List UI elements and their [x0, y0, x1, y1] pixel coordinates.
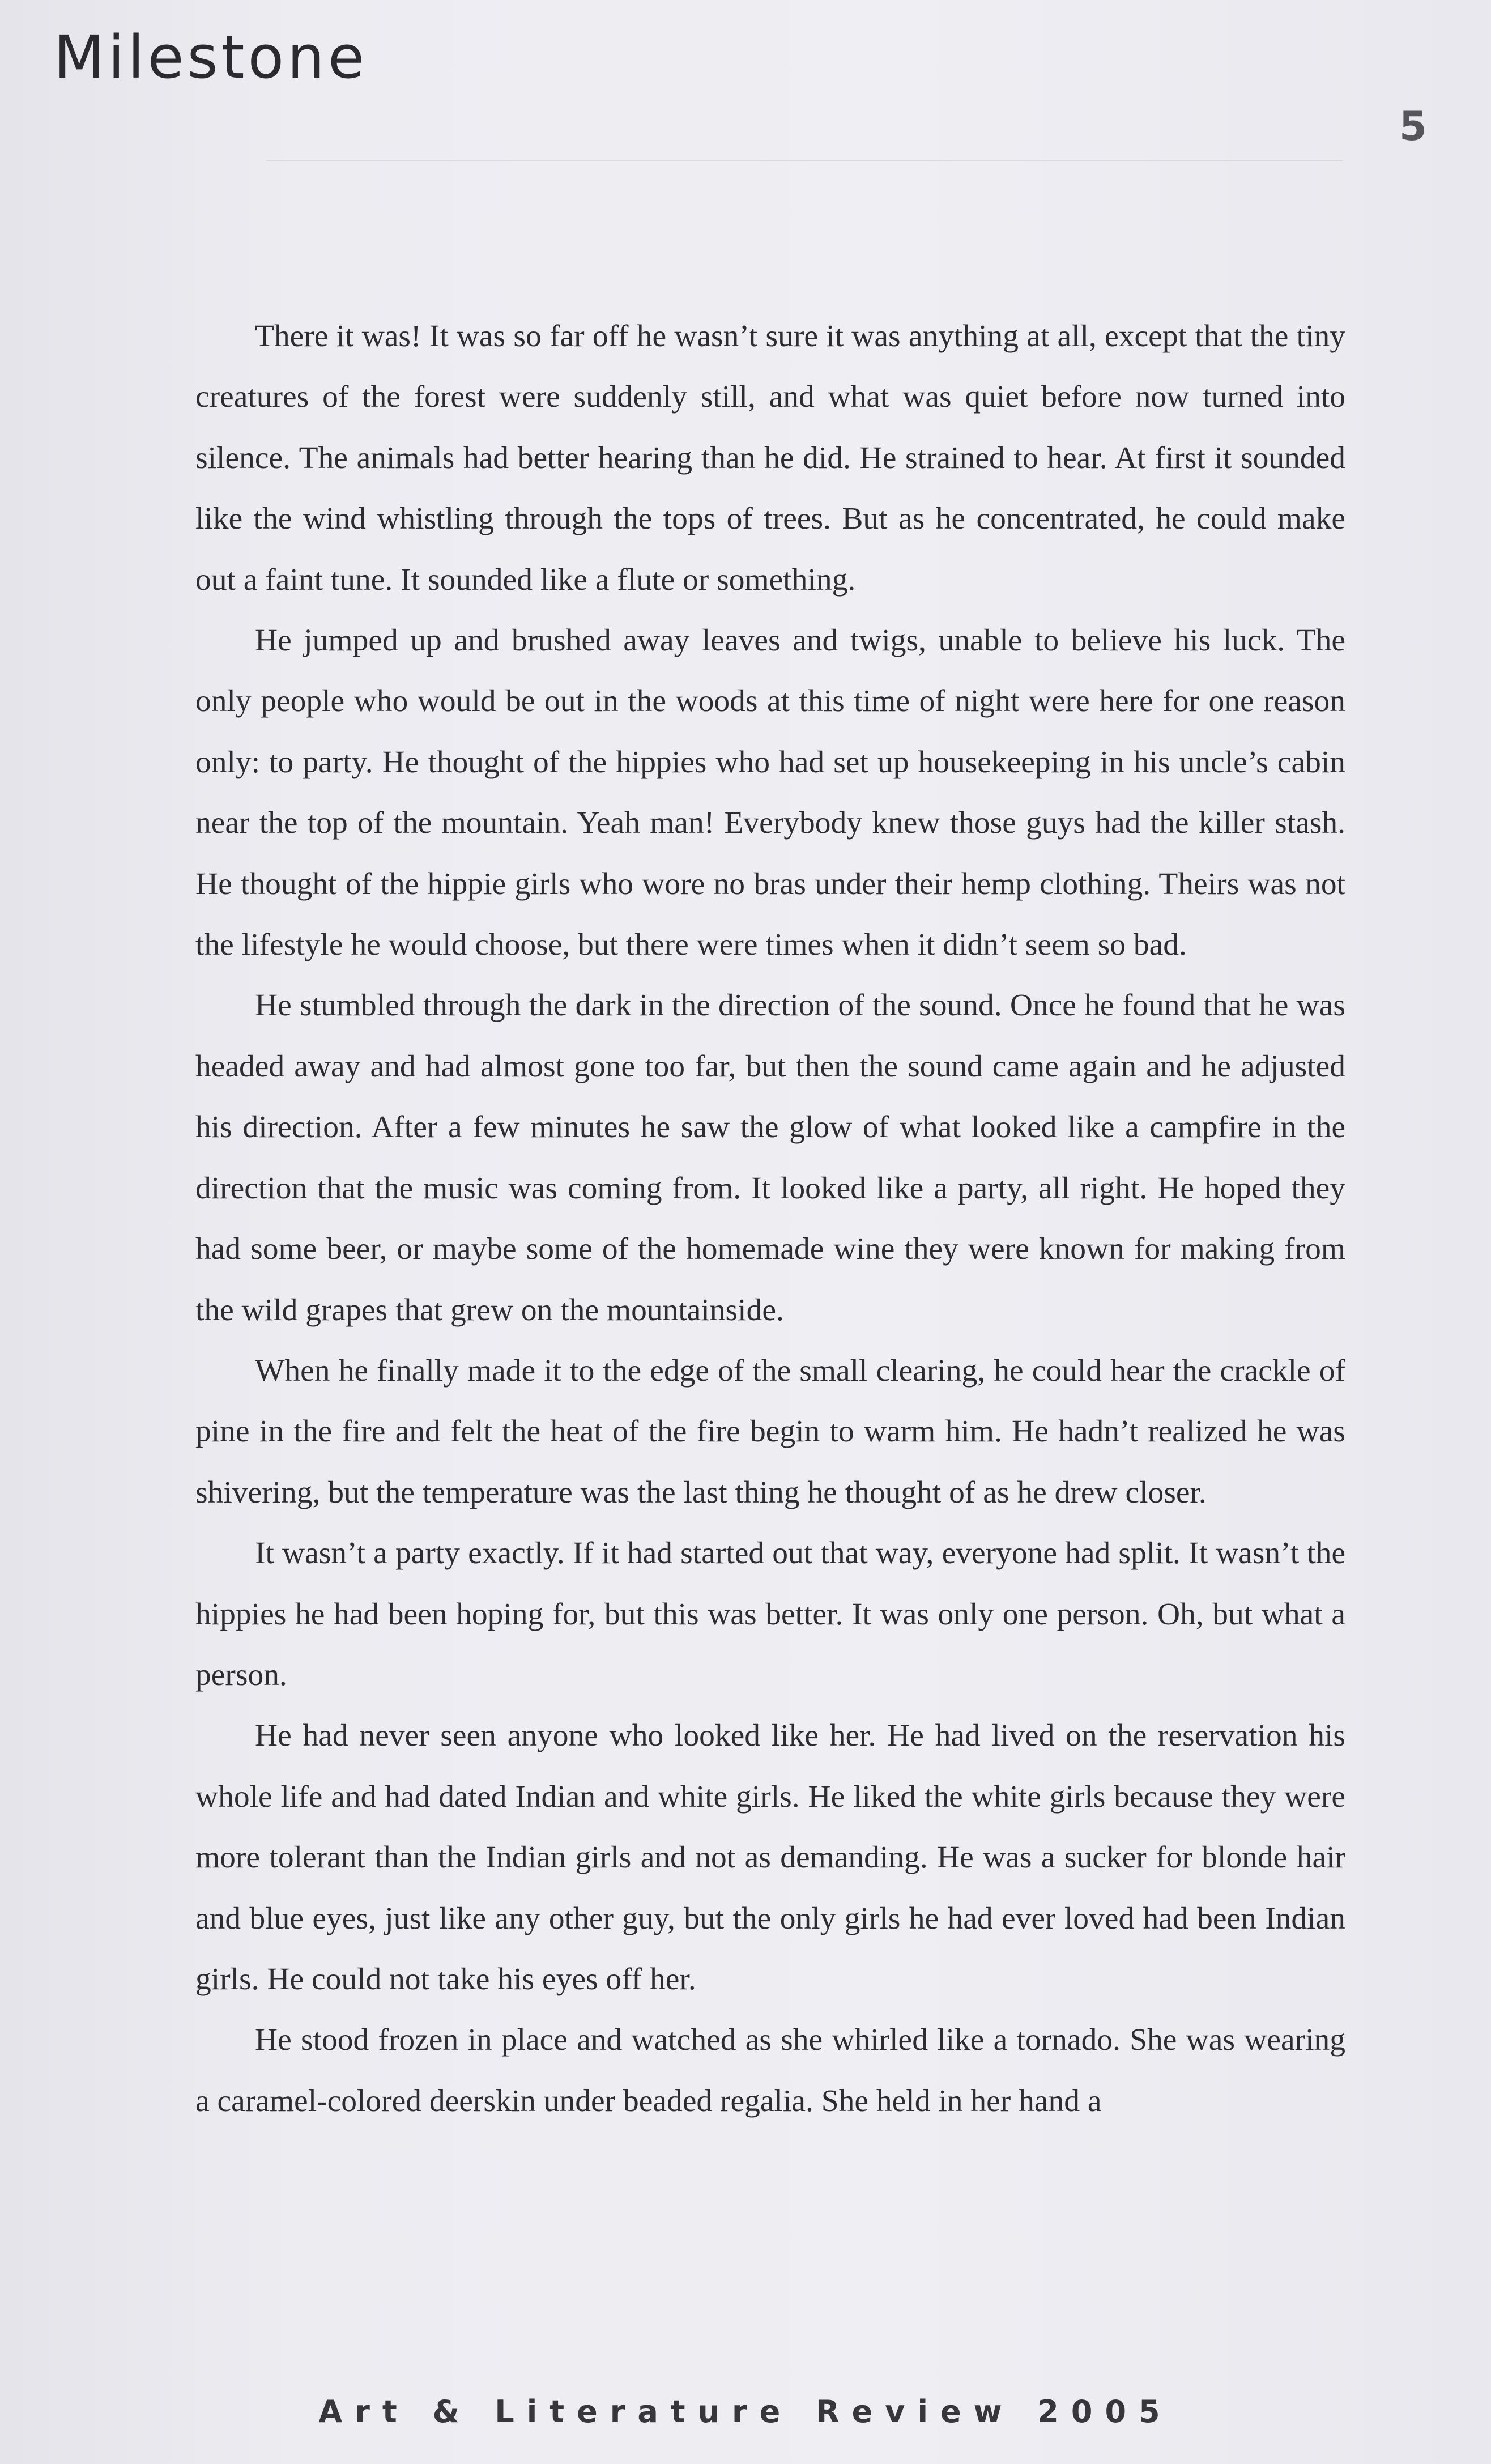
paragraph: He had never seen anyone who looked like her. He had lived on the reservation his whole life and had dated Indian and white girls. He liked the white girls because they were more tolerant than the Indian girls and not as demanding. He was a sucker for blonde hair and blue eyes, just like any other guy, but the only girls he had ever loved had been Indian girls. He could not take his eyes off her.: [195, 1718, 1345, 1997]
paragraph: He stumbled through the dark in the direction of the sound. Once he found that he was headed away and had almost gone too far, but then the sound came again and he adjusted his direction. After a few minutes he saw the glow of what looked like a campfire in the direction that the music was coming from. It looked like a party, all right. He hoped they had some beer, or maybe some of the homemade wine they were known for making from the wild grapes that grew on the mountainside.: [195, 988, 1345, 1327]
publication-footer: Art & Literature Review 2005: [318, 2394, 1173, 2429]
paragraph: He jumped up and brushed away leaves and twigs, unable to believe his luck. The only people who would be out in the woods at this time of night were here for one reason only: to party. He thought of the hippies who had set up housekeeping in his uncle’s cabin near the top of the mountain. Yeah man! Everybody knew those guys had the killer stash. He thought of the hippie girls who wore no bras under their hemp clothing. Theirs was not the lifestyle he would choose, but there were times when it didn’t seem so bad.: [195, 623, 1345, 963]
section-title: Milestone: [54, 23, 368, 92]
paragraph: It wasn’t a party exactly. If it had started out that way, everyone had split. It wasn’t the hippies he had been hoping for, but this was better. It was only one person. Oh, but what a person.: [195, 1536, 1345, 1692]
paragraph: There it was! It was so far off he wasn’t sure it was anything at all, except that the tiny creatures of the forest were suddenly still, and what was quiet before now turned into silence. The animals had better hearing than he did. He strained to hear. At first it sounded like the wind whistling through the tops of trees. But as he concentrated, he could make out a faint tune. It sounded like a flute or something.: [195, 319, 1345, 597]
story-body: [195, 306, 1345, 2131]
page-number: 5: [1399, 103, 1427, 150]
header-divider: [266, 160, 1343, 161]
paragraph: He stood frozen in place and watched as she whirled like a tornado. She was wearing a caramel-colored deerskin under beaded regalia. She held in her hand a: [195, 2023, 1345, 2118]
paragraph: When he finally made it to the edge of the small clearing, he could hear the crackle of pine in the fire and felt the heat of the fire begin to warm him. He hadn’t realized he was shivering, but the temperature was the last thing he thought of as he drew closer.: [195, 1353, 1345, 1510]
